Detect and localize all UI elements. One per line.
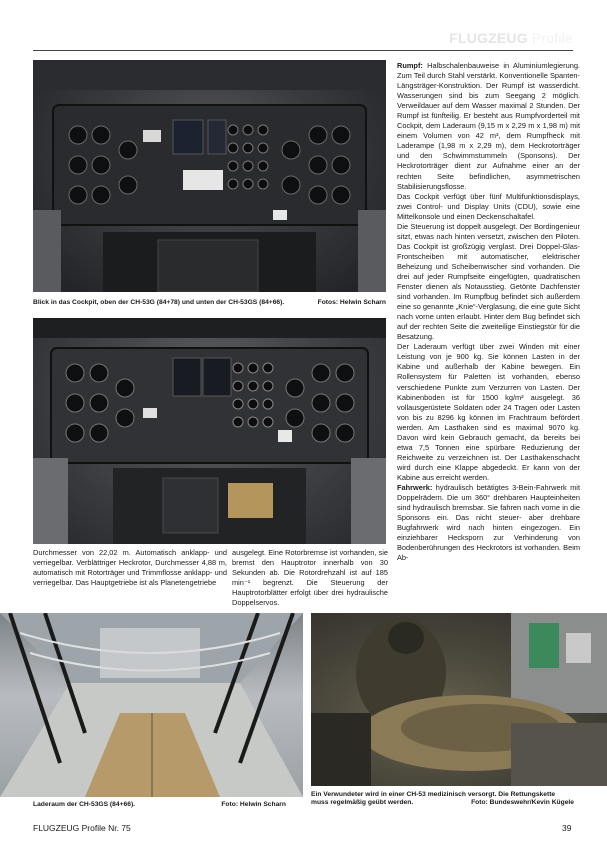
paragraph-fahrwerk (397, 483, 580, 563)
paragraph-rotor-diameter: Durchmesser von 22,02 m. Automatisch anklapp- und verriegelbar. Verblättriger Heckrotor, Durchmesser 4,88 m, automatisch mit Rotorträger und Trimmflosse anklapp- und verriegelbar. Das Hauptgetriebe ist als Planetengetriebe (33, 548, 227, 588)
cabin-photo (0, 613, 303, 797)
paragraph-rumpf (397, 61, 580, 192)
caption-medical-line1: Ein Verwundeter wird in einer CH-53 medizinisch versorgt. Die Rettungskette (311, 791, 556, 798)
caption-cabin (33, 801, 286, 809)
label-fahrwerk: Fahrwerk: (397, 482, 433, 492)
caption-medical (311, 791, 574, 807)
text-rumpf: Halbschalenbauweise in Aluminiumlegierung. Zum Teil durch Stahl verstärkt. Konventionelle Spanten-Längsträger-Konstruktion. Der Rumpf ist wasserdicht. Wasserungen sind bis zum Seegang 2 möglich. Verweildauer auf dem Wasser maximal 2 Stunden. Der Rumpf ist fünfteilig. Er besteht aus Rumpfvorderteil mit Cockpit, dem Laderaum (9,15 m x 2,29 m x 1,98 m) mit einem Volumen von 42 m³, dem Rumpfheck mit Laderampe (1,98 m x 2,29 m), dem Heckrotorträger und den Schwimmstummeln (Sponsons). Der Heckrotorträger dient zur Aufnahme einer an der rechten Seite befindlichen, asymmetrischen Stabilisierungsflosse. (397, 61, 580, 191)
page-number: 39 (562, 823, 572, 833)
paragraph-rotor-brake: ausgelegt. Eine Rotorbremse ist vorhanden, sie bremst den Hauptrotor innerhalb von 30 Sekunden ab. Die Rotordrehzahl ist auf 185 min⁻¹ begrenzt. Die Steuerung der Hauptrotorblätter erfolgt über drei hydraulische Doppelservos. (232, 548, 388, 608)
caption-medical-line2-row (311, 799, 574, 807)
cockpit-photo-bottom (33, 318, 386, 544)
header-title-light: Profile (527, 30, 573, 46)
paragraph-steuerung: Die Steuerung ist doppelt ausgelegt. Der Bordingenieur sitzt, etwas nach hinten versetzt, zwischen den Piloten. Das Cockpit ist großzügig verglast. Drei Doppel-Glas-Frontscheiben mit automatischer, elektrischer Beheizung und Scheibenwischer sind vorhanden. Die drei auf jeder Rumpfseite eingefügten, quadratischen Fenster dienen als Notausstieg. Getönte Dachfenster sind vorhanden. Im Rumpfbug befindet sich außerdem eine so genannte „Knie“-Verglasung, die eine gute Sicht nach vorne unten erlaubt. Hinter dem Bug befindet sich auf der rechten Seite die zweiteilige Einstiegstür für die Besatzung. (397, 221, 580, 342)
caption-medical-line2: muss regelmäßig geübt werden. (311, 799, 414, 806)
body-text-mid-right (232, 548, 388, 608)
body-text-mid-left (33, 548, 227, 588)
paragraph-cockpit: Das Cockpit verfügt über fünf Multifunktionsdisplays, zwei Control- und Display Units (CDU), sowie eine Mittelkonsole und einen Deckenschaltafel. (397, 191, 580, 221)
paragraph-laderaum: Der Laderaum verfügt über zwei Winden mit einer Leistung von je 900 kg. Sie können Lasten in der Kabine und außerhalb der Kabine bewegen. Ein Rollensystem für Paletten ist vorhanden, ebenso verschiedene Punkte zum Verzurren von Lasten. Der Kabinenboden ist für 1500 kg/m² ausgelegt. 36 vollausgerüstete Soldaten oder 24 Tragen oder Lasten von bis zu 8296 kg können im Frachtraum befördert werden. Am Lasthaken sind es maximal 9070 kg. Davon wird kein Gebrauch gemacht, da bereits bei etwa 7,5 Tonnen eine spürbare Reduzierung der Reichweite zu verzeichnen ist. Der Lasthakenschacht wird durch eine Klappe abgedeckt. Er kann von der Kabine aus erreicht werden. (397, 342, 580, 482)
text-fahrwerk: hydraulisch betätigtes 3-Bein-Fahrwerk mit Doppelrädern. Die um 360° drehbaren Haupteinheiten sind hydraulisch bremsbar. Sie fahren nach vorne in die Sponsons ein. Das nicht steuer- aber drehbare Bugfahrwerk wird nach hinten eingezogen. Ein einziehbarer Hecksporn zur Verhinderung von Bodenberührungen des Heckrotors ist vorhanden. Beim Ab- (397, 482, 580, 563)
caption-cockpit-text: Blick in das Cockpit, oben der CH-53G (84+78) und unten der CH-53GS (84+66). (33, 299, 285, 306)
caption-cockpit-credit: Fotos: Helwin Scharn (317, 299, 386, 306)
medical-photo (311, 613, 607, 786)
cockpit-photo-top (33, 60, 386, 292)
label-rumpf: Rumpf: (397, 61, 423, 70)
running-header (449, 30, 573, 46)
body-text-right-column (397, 61, 580, 563)
header-title-bold: FLUGZEUG (449, 30, 528, 46)
caption-cabin-credit: Foto: Helwin Scharn (221, 801, 286, 808)
caption-cabin-text: Laderaum der CH-53GS (84+66). (33, 801, 136, 808)
header-rule (33, 50, 573, 51)
caption-cockpit (33, 299, 386, 307)
caption-medical-credit: Foto: Bundeswehr/Kevin Kügele (471, 799, 574, 806)
footer-magazine: FLUGZEUG Profile Nr. 75 (33, 823, 131, 833)
